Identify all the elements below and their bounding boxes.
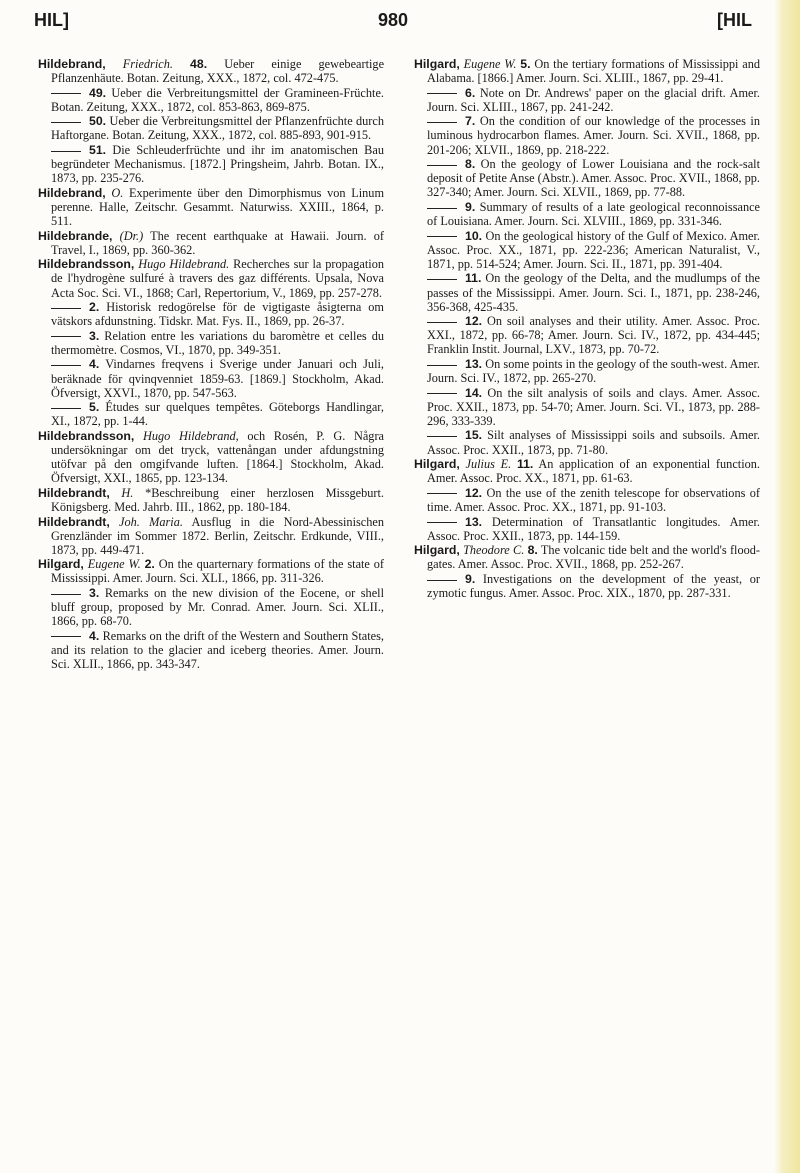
header-left: HIL]: [34, 10, 69, 30]
author-name: Hilgard,: [414, 457, 460, 472]
bib-entry: [414, 386, 760, 428]
author-name: Hildebrand,: [38, 57, 106, 71]
author-name: Hilgard,: [414, 543, 460, 558]
bib-entry: [38, 86, 384, 114]
entry-text: The recent earthquake at Hawaii. Journ. of Travel, I., 1869, pp. 360-362.: [51, 228, 384, 257]
entry-text: Remarks on the new division of the Eocene, or shell bluff group, proposed by Mr. Conrad. Amer. Journ. Sci. XLII., 1866, pp. 68-70.: [51, 585, 384, 629]
bib-entry: [414, 57, 760, 85]
author-given: Friedrich.: [122, 57, 173, 71]
author-name: Hildebrandt,: [38, 485, 110, 500]
ditto-dash: [51, 336, 81, 337]
entry-number: 11.: [465, 271, 482, 286]
bib-entry: [38, 515, 384, 557]
entry-number: 8.: [465, 157, 476, 172]
entry-number: 4.: [89, 357, 100, 372]
entry-text: Note on Dr. Andrews' paper on the glacial drift. Amer. Journ. Sci. XLIII., 1867, pp. 241-242.: [427, 85, 760, 114]
author-given: Julius E.: [465, 457, 512, 472]
ditto-dash: [427, 365, 457, 366]
ditto-dash: [427, 208, 457, 209]
running-header: [34, 10, 752, 40]
bib-entry: [414, 157, 760, 199]
entry-number: 8.: [527, 543, 538, 558]
ditto-dash: [427, 393, 457, 394]
author-name: Hildebrand,: [38, 185, 106, 200]
entry-text: Recherches sur la propagation de l'hydrogène sulfuré à travers des gaz différents. Upsala, Nova Acta Soc. Sci. VI., 1868; Carl, Repertorium, V., 1869, pp. 257-278.: [51, 257, 384, 300]
ditto-dash: [51, 636, 81, 637]
author-given: Eugene W.: [463, 57, 517, 71]
entry-text: Experimente über den Dimorphismus von Linum perenne. Halle, Zeitschr. Gesammt. Naturwiss. XXIII., 1864, p. 511.: [51, 185, 385, 229]
bib-entry: [414, 357, 760, 385]
bib-entry: [414, 428, 760, 456]
entry-text: On the condition of our knowledge of the processes in luminous hydrocarbon flames. Amer. Journ. Sci. XVII., 1868, pp. 201-206; XLVII., 1869, pp. 218-222.: [427, 114, 761, 157]
bib-entry: [414, 229, 760, 271]
ditto-dash: [51, 122, 81, 123]
entry-number: 12.: [465, 314, 483, 329]
bib-entry: [38, 257, 384, 299]
page-edge-shading: [774, 0, 800, 1173]
entry-number: 13.: [465, 514, 483, 529]
entry-text: Ueber die Verbreitungsmittel der Pflanzenfrüchte durch Haftorgane. Botan. Zeitung, XXX., 1872, col. 885-893, 901-915.: [51, 114, 385, 143]
entry-number: 5.: [520, 57, 531, 71]
ditto-dash: [427, 493, 457, 494]
entry-text: Remarks on the drift of the Western and Southern States, and its relation to the glacier and iceberg theories. Amer. Journ. Sci. XLII., 1866, pp. 343-347.: [51, 628, 384, 671]
entry-text: Études sur quelques tempêtes. Göteborgs Handlingar, XI., 1872, pp. 1-44.: [51, 400, 384, 429]
entry-text: On the geology of the Delta, and the mudlumps of the passes of the Mississippi. Amer. Journ. Sci. I., 1871, pp. 238-246, 356-368, 425-435.: [427, 271, 760, 314]
entry-text: On the tertiary formations of Mississippi and Alabama. [1866.] Amer. Journ. Sci. XLIII., 1867, pp. 29-41.: [427, 57, 761, 86]
ditto-dash: [427, 279, 457, 280]
entry-number: 7.: [465, 114, 476, 129]
entry-text: Silt analyses of Mississippi soils and subsoils. Amer. Assoc. Proc. XXII., 1873, pp. 71-80.: [427, 428, 760, 457]
ditto-dash: [427, 522, 457, 523]
left-column: [38, 57, 384, 672]
entry-number: 9.: [465, 199, 476, 214]
author-given: Hugo Hildebrand.: [138, 257, 230, 272]
bib-entry: [38, 429, 384, 485]
entry-text: Historisk redogörelse för de vigtigaste åsigterna om vätskors afdunstning. Tidskr. Mat. Fys. II., 1869, pp. 26-37.: [51, 300, 384, 329]
entry-number: 13.: [465, 356, 483, 371]
entry-number: 10.: [465, 228, 483, 243]
bib-entry: [414, 86, 760, 114]
author-name: Hildebrandt,: [38, 514, 110, 529]
bib-entry: [38, 486, 384, 514]
entry-text: An application of an exponential function. Amer. Assoc. Proc. XX., 1871, pp. 61-63.: [427, 457, 760, 486]
bib-entry: [414, 271, 760, 313]
bib-entry: [414, 200, 760, 228]
entry-text: On some points in the geology of the south-west. Amer. Journ. Sci. IV., 1872, pp. 265-270.: [427, 356, 761, 386]
bib-entry: [414, 572, 760, 600]
author-given: Eugene W.: [87, 557, 141, 572]
entry-number: 2.: [144, 557, 155, 572]
author-given: O.: [111, 185, 124, 200]
ditto-dash: [51, 93, 81, 94]
author-given: Hugo Hildebrand,: [142, 428, 239, 443]
entry-number: 48.: [190, 57, 208, 71]
author-given: H.: [121, 485, 134, 500]
bib-entry: [38, 143, 384, 185]
entry-number: 50.: [89, 114, 107, 129]
entry-number: 49.: [89, 85, 107, 100]
entry-text: Ueber einige gewebeartige Pflanzenhäute. Botan. Zeitung, XXX., 1872, col. 472-475.: [51, 57, 385, 86]
ditto-dash: [427, 236, 457, 237]
header-right: [HIL: [717, 10, 752, 30]
entry-text: Summary of results of a late geological reconnoissance of Louisiana. Amer. Journ. Sci. XLVIII., 1869, pp. 331-346.: [427, 199, 761, 229]
author-name: Hilgard,: [414, 57, 460, 71]
bib-entry: [414, 515, 760, 543]
entry-text: Ausflug in die Nord-Abessinischen Grenzländer im Sommer 1872. Berlin, Zeitschr. Erdkunde, VIII., 1873, pp. 449-471.: [51, 514, 384, 557]
entry-number: 51.: [89, 143, 107, 158]
entry-text: och Rosén, P. G. Några undersökningar om det tryck, vattenångan under afdungstning utöfvar på den omgifvande luften. [1864.] Stockholm, Akad. Öfversigt, XXI., 1865, pp. 123-134.: [51, 428, 384, 486]
ditto-dash: [427, 322, 457, 323]
bib-entry: [414, 486, 760, 514]
bib-entry: [414, 457, 760, 485]
entry-number: 6.: [465, 85, 476, 100]
entry-number: 15.: [465, 428, 483, 443]
entry-text: Determination of Transatlantic longitudes. Amer. Assoc. Proc. XXII., 1873, pp. 144-159.: [427, 514, 760, 543]
entry-number: 11.: [516, 457, 534, 472]
author-name: Hilgard,: [38, 557, 84, 572]
bib-entry: [38, 57, 384, 85]
entry-text: On the silt analysis of soils and clays. Amer. Assoc. Proc. XXII., 1873, pp. 54-70; Amer. Journ. Sci. VI., 1873, pp. 288-296, 333-339.: [427, 385, 760, 428]
bib-entry: [414, 314, 760, 356]
page-number: 980: [377, 10, 409, 30]
ditto-dash: [51, 408, 81, 409]
author-given: Theodore C.: [463, 543, 525, 558]
entry-text: On soil analyses and their utility. Amer. Assoc. Proc. XXI., 1872, pp. 66-78; Amer. Journ. Sci. IV., 1872, pp. 434-445; Franklin Instit. Journal, LXV., 1873, pp. 70-72.: [427, 314, 760, 357]
entry-text: On the geology of Lower Louisiana and the rock-salt deposit of Petite Anse (Abstr.). Amer. Assoc. Proc. XVII., 1868, pp. 327-340; Amer. Journ. Sci. XLVII., 1869, pp. 77-88.: [427, 157, 761, 200]
entry-number: 5.: [89, 400, 100, 415]
ditto-dash: [427, 165, 457, 166]
ditto-dash: [427, 436, 457, 437]
ditto-dash: [427, 580, 457, 581]
bib-entry: [414, 114, 760, 156]
author-name: Hildebrandsson,: [38, 428, 135, 443]
entry-text: On the geological history of the Gulf of Mexico. Amer. Assoc. Proc. XX., 1871, pp. 222-236; American Naturalist, V., 1871, pp. 514-524; Amer. Journ. Sci. II., 1871, pp. 391-404.: [427, 228, 760, 271]
bib-entry: [38, 557, 384, 585]
author-given: (Dr.): [119, 228, 144, 243]
entry-text: On the use of the zenith telescope for observations of time. Amer. Assoc. Proc. XX., 1871, pp. 91-103.: [427, 485, 760, 514]
bib-entry: [414, 543, 760, 571]
ditto-dash: [427, 93, 457, 94]
entry-text: On the quarternary formations of the state of Mississippi. Amer. Journ. Sci. XLI., 1866, pp. 311-326.: [51, 557, 385, 586]
author-given: Joh. Maria.: [119, 514, 183, 529]
entry-number: 3.: [89, 328, 100, 343]
ditto-dash: [427, 122, 457, 123]
ditto-dash: [51, 594, 81, 595]
bib-entry: [38, 357, 384, 399]
entry-text: Die Schleuderfrüchte und ihr im anatomischen Bau begründeter Mechanismus. [1872.] Pringsheim, Jahrb. Botan. IX., 1873, pp. 235-276.: [51, 143, 384, 186]
entry-text: Ueber die Verbreitungsmittel der Gramineen-Früchte. Botan. Zeitung, XXX., 1872, col. 853-863, 869-875.: [51, 85, 384, 114]
entry-number: 2.: [89, 300, 100, 315]
bib-entry: [38, 300, 384, 328]
bib-entry: [38, 586, 384, 628]
bib-entry: [38, 186, 384, 228]
entry-number: 12.: [465, 485, 483, 500]
author-name: Hildebrandsson,: [38, 257, 135, 272]
entry-number: 3.: [89, 585, 100, 600]
entry-text: Relation entre les variations du baromètre et celles du thermomètre. Cosmos, VI., 1870, pp. 349-351.: [51, 328, 384, 357]
entry-number: 9.: [465, 571, 476, 586]
entry-number: 4.: [89, 628, 100, 643]
ditto-dash: [51, 151, 81, 152]
bib-entry: [38, 629, 384, 671]
author-name: Hildebrande,: [38, 228, 113, 243]
ditto-dash: [51, 308, 81, 309]
ditto-dash: [51, 365, 81, 366]
entry-text: The volcanic tide belt and the world's flood-gates. Amer. Assoc. Proc. XVII., 1868, pp. 252-267.: [427, 543, 761, 572]
right-column: [414, 57, 760, 601]
entry-text: *Beschreibung einer herzlosen Missgeburt. Königsberg. Med. Jahrb. III., 1862, pp. 180-184.: [51, 485, 384, 514]
entry-text: Vindarnes freqvens i Sverige under Januari och Juli, beräknade för qvinqvenniet 1859-63. [1869.] Stockholm, Akad. Öfversigt, XXVI., 1870, pp. 547-563.: [51, 357, 384, 400]
bib-entry: [38, 400, 384, 428]
bib-entry: [38, 114, 384, 142]
bib-entry: [38, 329, 384, 357]
entry-text: Investigations on the development of the yeast, or zymotic fungus. Amer. Assoc. Proc. XIX., 1870, pp. 287-331.: [427, 571, 760, 600]
bib-entry: [38, 229, 384, 257]
entry-number: 14.: [465, 385, 483, 400]
